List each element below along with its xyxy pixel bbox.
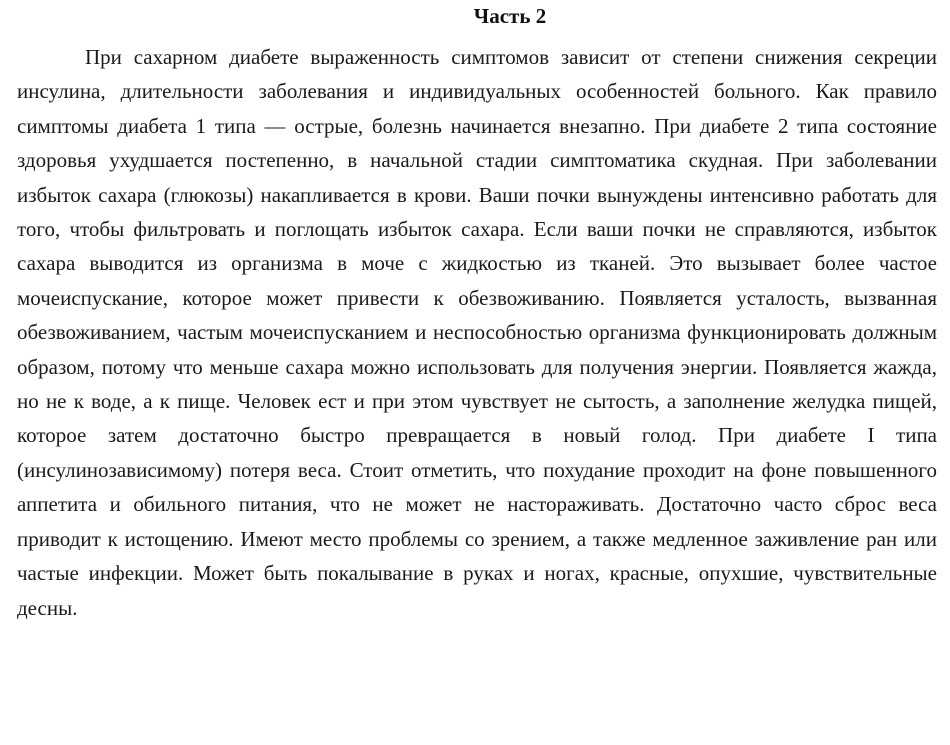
body-paragraph: При сахарном диабете выраженность симптомов зависит от степени снижения секреции инсулина, длительности заболевания и индивидуальных особенностей больного. Как правило симптомы диабета 1 типа — острые, болезнь начинается внезапно. При диабете 2 типа состояние здоровья ухудшается постепенно, в начальной стадии симптоматика скудная. При заболевании избыток сахара (глюкозы) накапливается в крови. Ваши почки вынуждены интенсивно работать для того, чтобы фильтровать и поглощать избыток сахара. Если ваши почки не справляются, избыток сахара выводится из организма в моче с жидкостью из тканей. Это вызывает более частое мочеиспускание, которое может привести к обезвоживанию. Появляется усталость, вызванная обезвоживанием, частым мочеиспусканием и неспособностью организма функционировать должным образом, потому что меньше сахара можно использовать для получения энергии. Появляется жажда, но не к воде, а к пище. Человек ест и при этом чувствует не сытость, а заполнение желудка пищей, которое затем достаточно быстро превращается в новый голод. При диабете I типа (инсулинозависимому) потеря веса. Стоит отметить, что похудание проходит на фоне повышенного аппетита и обильного питания, что не может не настораживать. Достаточно часто сброс веса приводит к истощению. Имеют место проблемы со зрением, а также медленное заживление ран или частые инфекции. Может быть покалывание в руках и ногах, красные, опухшие, чувствительные десны.: [17, 45, 937, 620]
section-heading: Часть 2: [473, 4, 547, 28]
